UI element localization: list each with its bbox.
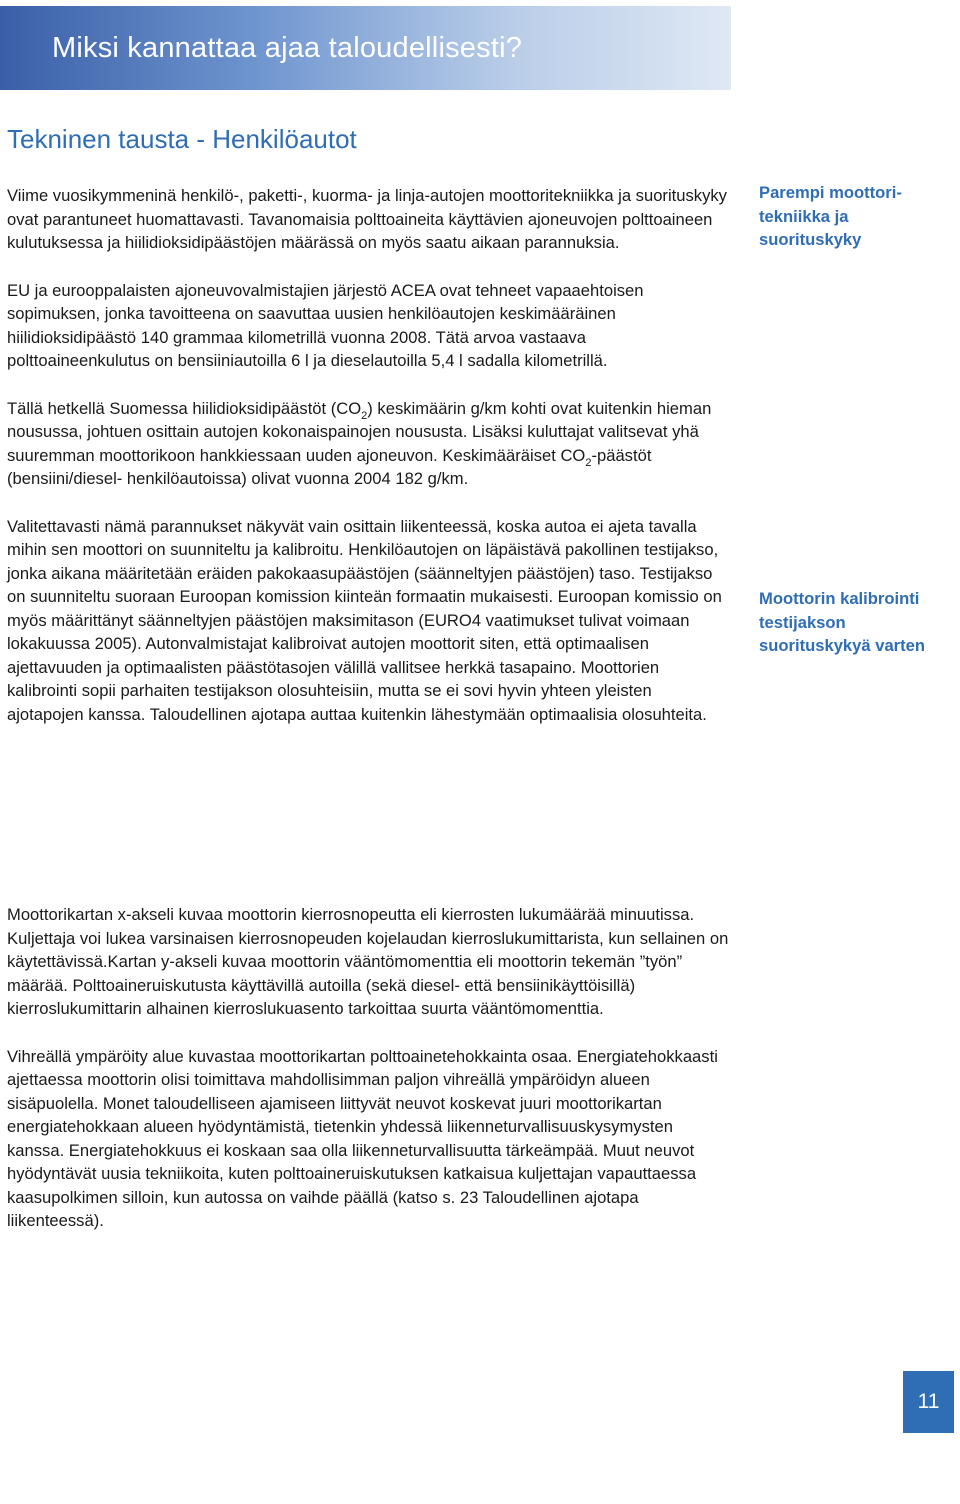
- header-band: [0, 6, 731, 90]
- sidenote-calibration: Moottorin kalibrointi testijakson suorituskykyä varten: [759, 589, 926, 655]
- paragraph-engine-map: Moottorikartan x-akseli kuvaa moottorin kierrosnopeutta eli kierrosten lukumäärää minuutissa. Kuljettaja voi lukea varsinaisen kierrosnopeuden kojelaudan kierroslukumittarista, kun sellainen on käytettävissä.Kartan y-akseli kuvaa moottorin vääntömomenttia eli moottorin tekemän ”työn” määrää. Polttoaineruiskutusta käyttävillä autoilla (sekä diesel- että bensiinikäyttöisillä) kierroslukumittarin alhainen kierroslukuasento tarkoittaa suurta vääntömomenttia.: [7, 905, 729, 1018]
- co2-text-part3: -päästöt (bensiini/diesel- henkilöautoissa) olivat vuonna 2004 182 g/km.: [7, 445, 652, 488]
- page-header-title: Miksi kannattaa ajaa taloudellisesti?: [52, 32, 523, 64]
- co2-subscript-2: 2: [585, 456, 592, 469]
- page-number-box: [903, 1371, 954, 1433]
- paragraph-co2: [7, 397, 732, 491]
- paragraph-intro: Viime vuosikymmeninä henkilö-, paketti-, kuorma- ja linja-autojen moottoritekniikka ja suorituskyky ovat parantuneet huomattavasti. Tavanomaisia polttoaineita käyttävien ajoneuvojen polttoaineen kulutuksessa ja hiilidioksidipäästöjen määrässä on myös saatu aikaan parannuksia.: [7, 186, 727, 252]
- co2-text-part1: Tällä hetkellä Suomessa hiilidioksidipäästöt (CO: [7, 398, 362, 418]
- paragraph-calibration: Valitettavasti nämä parannukset näkyvät vain osittain liikenteessä, koska autoa ei ajeta tavalla mihin sen moottori on suunniteltu ja kalibroitu. Henkilöautojen on läpäistävä pakollinen testijakso, jonka aikana määritetään eräiden pakokaasupäästöjen (säänneltyjen päästöjen) taso. Testijakso on suunniteltu suoraan Euroopan komission kiinteän formaatin mukaisesti. Euroopan komissio on myös määrittänyt säänneltyjen päästöjen maksimitason (EURO4 vaatimukset tulivat voimaan lokakuussa 2005). Autonvalmistajat kalibroivat autojen moottorit siten, että optimaalisen ajettavuuden ja optimaalisten päästötasojen välillä vallitsee herkkä tasapaino. Moottorien kalibrointi sopii parhaiten testijakson olosuhteisiin, mutta se ei sovi hyvin yhteen yleisten ajotapojen kanssa. Taloudellinen ajotapa auttaa kuitenkin lähestymään optimaalisia olosuhteita.: [7, 516, 722, 724]
- main-column: [7, 184, 732, 750]
- co2-text-part2: ) keskimäärin g/km kohti ovat kuitenkin hieman nousussa, johtuen osittain autojen kokonaispainojen noususta. Lisäksi kuluttajat valitsevat yhä suuremman moottorikoon hankkiessaan uuden ajoneuvon. Keskimääräiset CO: [7, 398, 712, 465]
- paragraph-green-area: Vihreällä ympäröity alue kuvastaa moottorikartan polttoainetehokkainta osaa. Energiatehokkaasti ajettaessa moottorin olisi toimittava mahdollisimman paljon vihreällä ympäröidyn alueen sisäpuolella. Monet taloudelliseen ajamiseen liittyvät neuvot koskevat juuri moottorikartan energiatehokkaan alueen hyödyntämistä, tietenkin yhdessä liikenneturvallisuuskysymysten kanssa. Energiatehokkuus ei koskaan saa olla liikenneturvallisuutta tärkeämpää. Muut neuvot hyödyntävät uusia tekniikoita, kuten polttoaineruiskutuksen katkaisua kuljettajan vapauttaessa kaasupolkimen silloin, kun autossa on vaihde päällä (katso s. 23 Taloudellinen ajotapa liikenteessä).: [7, 1046, 718, 1230]
- lower-column: [7, 903, 732, 1257]
- sidenote-engine-technology: Parempi moottori-tekniikka ja suorituskyky: [759, 183, 902, 249]
- paragraph-acea: EU ja eurooppalaisten ajoneuvovalmistajien järjestö ACEA ovat tehneet vapaaehtoisen sopimuksen, jonka tavoitteena on saavuttaa uusien henkilöautojen keskimääräinen hiilidioksidipäästö 140 grammaa kilometrillä vuonna 2008. Tätä arvoa vastaava polttoaineenkulutus on bensiiniautoilla 6 l ja dieselautoilla 5,4 l sadalla kilometrillä.: [7, 280, 644, 370]
- section-title: Tekninen tausta - Henkilöautot: [7, 124, 357, 154]
- co2-subscript-1: 2: [361, 409, 368, 422]
- page-number: 11: [917, 1390, 940, 1413]
